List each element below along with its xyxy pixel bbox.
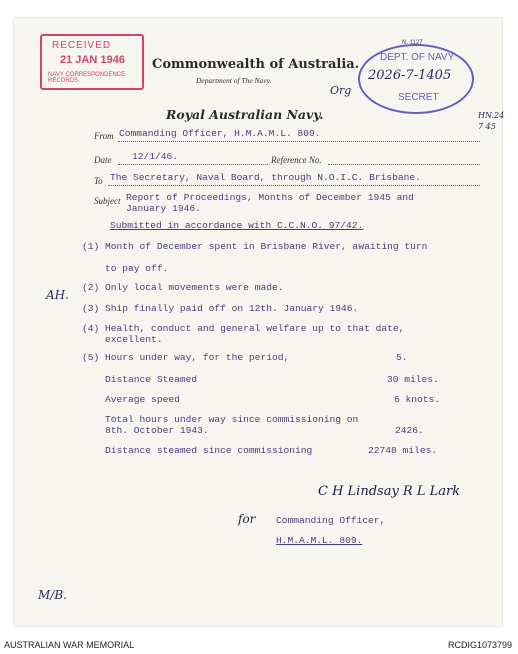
item-3-number: (3): [82, 303, 100, 314]
handwritten-bottom-mark: M/B.: [38, 588, 67, 602]
submitted-line: Submitted in accordance with C.C.N.O. 97/42.: [110, 220, 364, 231]
item-5-number: (5): [82, 352, 100, 363]
date-label: Date: [94, 155, 112, 165]
reference-rule: [328, 164, 480, 165]
form-number: N. 1127: [402, 40, 423, 46]
item-4-number: (4): [82, 323, 100, 334]
signatory-vessel: H.M.A.M.L. 809.: [276, 535, 363, 546]
handwritten-org-note: Org: [330, 84, 352, 97]
to-value: The Secretary, Naval Board, through N.O.I.C. Brisbane.: [110, 172, 421, 183]
item-4-line-2: excellent.: [105, 334, 163, 345]
total-hours-value: 2426.: [395, 425, 424, 436]
subject-line-1: Report of Proceedings, Months of December 1945 and: [126, 192, 414, 203]
footer-source: AUSTRALIAN WAR MEMORIAL: [4, 640, 135, 650]
date-rule: [118, 164, 268, 165]
item-5-line-1: Hours under way, for the period,: [105, 352, 290, 363]
navy-stamp-heading: DEPT. OF NAVY: [380, 52, 455, 63]
distance-label: Distance Steamed: [105, 374, 198, 385]
total-hours-label: Total hours under way since commissioning on: [105, 414, 359, 425]
navy-stamp-classification: SECRET: [398, 92, 439, 103]
item-1-number: (1): [82, 241, 100, 252]
from-label: From: [94, 131, 114, 141]
navy-stamp-file-number: 2026-7-1405: [368, 68, 452, 83]
received-stamp: [40, 34, 144, 90]
received-stamp-date: 21 JAN 1946: [60, 54, 125, 66]
document-title: Commonwealth of Australia.: [152, 57, 360, 72]
subject-label: Subject: [94, 196, 121, 206]
navy-dept-stamp: [358, 44, 474, 114]
signatory-title: Commanding Officer,: [276, 515, 386, 526]
to-rule: [108, 185, 480, 186]
from-rule: [118, 141, 480, 142]
item-1-line-1: Month of December spent in Brisbane River, awaiting turn: [105, 241, 428, 252]
item-1-line-2: to pay off.: [105, 263, 169, 274]
item-3-line-1: Ship finally paid off on 12th. January 1946.: [105, 303, 359, 314]
handwritten-initials: AH.: [46, 288, 69, 302]
speed-value: 6 knots.: [394, 394, 441, 405]
handwritten-for: for: [238, 512, 256, 526]
received-stamp-heading: RECEIVED: [52, 40, 112, 51]
distance-commission-label: Distance steamed since commissioning: [105, 445, 313, 456]
handwritten-side-note: HN.24 7 45: [478, 111, 505, 131]
total-hours-label-2: 8th. October 1943.: [105, 425, 209, 436]
item-5-value: 5.: [396, 352, 408, 363]
item-2-line-1: Only local movements were made.: [105, 282, 284, 293]
distance-commission-value: 22748 miles.: [368, 445, 438, 456]
service-heading: Royal Australian Navy.: [166, 107, 324, 122]
item-4-line-1: Health, conduct and general welfare up to that date,: [105, 323, 405, 334]
reference-label: Reference No.: [271, 155, 322, 165]
from-value: Commanding Officer, H.M.A.M.L. 809.: [119, 128, 321, 139]
distance-value: 30 miles.: [387, 374, 439, 385]
date-value: 12/1/46.: [132, 151, 179, 162]
footer-record-id: RCDIG1073799: [447, 640, 512, 650]
received-stamp-office: NAVY CORRESPONDENCE RECORDS: [48, 72, 126, 84]
to-label: To: [94, 176, 103, 186]
department-subtitle: Department of The Navy.: [196, 76, 272, 85]
subject-line-2: January 1946.: [126, 203, 201, 214]
signature: C H Lindsay R L Lark: [318, 484, 461, 499]
item-2-number: (2): [82, 282, 100, 293]
speed-label: Average speed: [105, 394, 180, 405]
